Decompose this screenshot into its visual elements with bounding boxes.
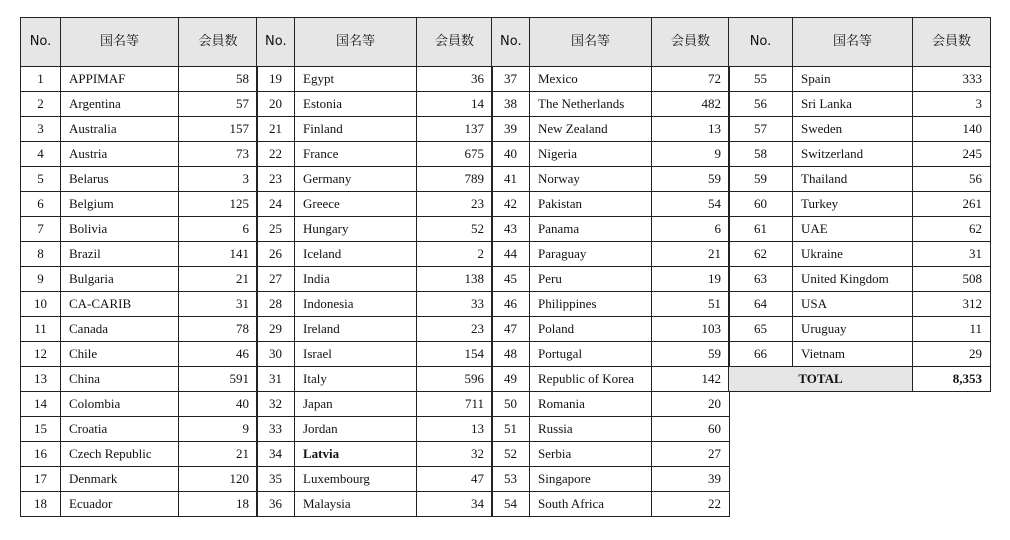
member-count: 31 bbox=[179, 292, 258, 317]
table-row bbox=[21, 367, 258, 392]
header-no: No. bbox=[257, 18, 295, 67]
member-count: 13 bbox=[417, 417, 493, 442]
row-number: 24 bbox=[257, 192, 295, 217]
member-count: 141 bbox=[179, 242, 258, 267]
table-row bbox=[729, 342, 991, 367]
country-name: Hungary bbox=[295, 217, 417, 242]
table-row bbox=[21, 217, 258, 242]
table-row bbox=[21, 117, 258, 142]
table-row bbox=[492, 92, 730, 117]
row-number: 58 bbox=[729, 142, 793, 167]
member-count: 6 bbox=[652, 217, 730, 242]
member-count: 52 bbox=[417, 217, 493, 242]
row-number: 60 bbox=[729, 192, 793, 217]
row-number: 52 bbox=[492, 442, 530, 467]
table-row bbox=[492, 467, 730, 492]
table-row bbox=[257, 442, 493, 467]
row-number: 65 bbox=[729, 317, 793, 342]
header-row bbox=[492, 18, 730, 67]
header-member-count: 会員数 bbox=[913, 18, 991, 67]
member-table-block-1 bbox=[20, 17, 258, 517]
member-count: 508 bbox=[913, 267, 991, 292]
member-count: 33 bbox=[417, 292, 493, 317]
row-number: 66 bbox=[729, 342, 793, 367]
member-count: 596 bbox=[417, 367, 493, 392]
country-name: Singapore bbox=[530, 467, 652, 492]
row-number: 47 bbox=[492, 317, 530, 342]
country-name: Austria bbox=[61, 142, 179, 167]
row-number: 57 bbox=[729, 117, 793, 142]
country-name: USA bbox=[793, 292, 913, 317]
table-row bbox=[257, 367, 493, 392]
country-name: APPIMAF bbox=[61, 67, 179, 92]
country-name: Russia bbox=[530, 417, 652, 442]
table-row bbox=[21, 292, 258, 317]
member-count: 154 bbox=[417, 342, 493, 367]
table-row bbox=[492, 142, 730, 167]
row-number: 48 bbox=[492, 342, 530, 367]
country-name: Spain bbox=[793, 67, 913, 92]
row-number: 19 bbox=[257, 67, 295, 92]
country-name: Chile bbox=[61, 342, 179, 367]
country-name: Malaysia bbox=[295, 492, 417, 517]
table-row bbox=[492, 67, 730, 92]
total-row bbox=[729, 367, 991, 392]
country-name: Colombia bbox=[61, 392, 179, 417]
member-count: 40 bbox=[179, 392, 258, 417]
member-count: 36 bbox=[417, 67, 493, 92]
country-name: Panama bbox=[530, 217, 652, 242]
row-number: 50 bbox=[492, 392, 530, 417]
country-name: China bbox=[61, 367, 179, 392]
header-no: No. bbox=[492, 18, 530, 67]
table-row bbox=[492, 292, 730, 317]
member-count: 51 bbox=[652, 292, 730, 317]
member-count: 140 bbox=[913, 117, 991, 142]
row-number: 34 bbox=[257, 442, 295, 467]
row-number: 33 bbox=[257, 417, 295, 442]
country-name: Romania bbox=[530, 392, 652, 417]
total-label: TOTAL bbox=[729, 367, 913, 392]
country-name: Thailand bbox=[793, 167, 913, 192]
table-row bbox=[257, 167, 493, 192]
table-row bbox=[257, 342, 493, 367]
member-count: 78 bbox=[179, 317, 258, 342]
member-count: 9 bbox=[179, 417, 258, 442]
country-name: Norway bbox=[530, 167, 652, 192]
header-country-name: 国名等 bbox=[530, 18, 652, 67]
member-count: 72 bbox=[652, 67, 730, 92]
country-name: Iceland bbox=[295, 242, 417, 267]
table-row bbox=[257, 492, 493, 517]
country-name: Germany bbox=[295, 167, 417, 192]
member-count: 11 bbox=[913, 317, 991, 342]
member-count: 103 bbox=[652, 317, 730, 342]
header-country-name: 国名等 bbox=[793, 18, 913, 67]
header-no: No. bbox=[21, 18, 61, 67]
member-count: 19 bbox=[652, 267, 730, 292]
table-row bbox=[21, 167, 258, 192]
row-number: 31 bbox=[257, 367, 295, 392]
country-name: Bulgaria bbox=[61, 267, 179, 292]
member-count: 333 bbox=[913, 67, 991, 92]
member-count: 3 bbox=[179, 167, 258, 192]
header-member-count: 会員数 bbox=[652, 18, 730, 67]
country-name: Estonia bbox=[295, 92, 417, 117]
member-count: 27 bbox=[652, 442, 730, 467]
table-row bbox=[492, 417, 730, 442]
member-count: 47 bbox=[417, 467, 493, 492]
header-row bbox=[257, 18, 493, 67]
row-number: 51 bbox=[492, 417, 530, 442]
country-name: Poland bbox=[530, 317, 652, 342]
country-name: Argentina bbox=[61, 92, 179, 117]
row-number: 2 bbox=[21, 92, 61, 117]
member-count: 14 bbox=[417, 92, 493, 117]
table-row bbox=[729, 117, 991, 142]
country-name: Egypt bbox=[295, 67, 417, 92]
country-name: Czech Republic bbox=[61, 442, 179, 467]
table-row bbox=[729, 267, 991, 292]
table-row bbox=[729, 217, 991, 242]
table-row bbox=[257, 392, 493, 417]
country-name: UAE bbox=[793, 217, 913, 242]
member-table-block-4 bbox=[728, 17, 991, 392]
row-number: 18 bbox=[21, 492, 61, 517]
country-name: Belarus bbox=[61, 167, 179, 192]
country-name: Belgium bbox=[61, 192, 179, 217]
member-count: 62 bbox=[913, 217, 991, 242]
member-count: 59 bbox=[652, 167, 730, 192]
table-row bbox=[21, 392, 258, 417]
row-number: 63 bbox=[729, 267, 793, 292]
member-count: 73 bbox=[179, 142, 258, 167]
country-name: Italy bbox=[295, 367, 417, 392]
table-row bbox=[729, 292, 991, 317]
country-name: Ireland bbox=[295, 317, 417, 342]
row-number: 13 bbox=[21, 367, 61, 392]
country-name: Greece bbox=[295, 192, 417, 217]
member-count: 591 bbox=[179, 367, 258, 392]
country-name: Philippines bbox=[530, 292, 652, 317]
member-count: 54 bbox=[652, 192, 730, 217]
table-row bbox=[257, 467, 493, 492]
member-count: 138 bbox=[417, 267, 493, 292]
row-number: 38 bbox=[492, 92, 530, 117]
table-row bbox=[257, 192, 493, 217]
country-name: Ecuador bbox=[61, 492, 179, 517]
country-name: South Africa bbox=[530, 492, 652, 517]
table-row bbox=[492, 492, 730, 517]
table-row bbox=[492, 342, 730, 367]
member-count: 711 bbox=[417, 392, 493, 417]
row-number: 17 bbox=[21, 467, 61, 492]
header-country-name: 国名等 bbox=[295, 18, 417, 67]
country-name: Latvia bbox=[295, 442, 417, 467]
country-name: Republic of Korea bbox=[530, 367, 652, 392]
country-name: Sweden bbox=[793, 117, 913, 142]
member-count: 20 bbox=[652, 392, 730, 417]
row-number: 32 bbox=[257, 392, 295, 417]
country-name: India bbox=[295, 267, 417, 292]
country-name: Peru bbox=[530, 267, 652, 292]
country-name: Finland bbox=[295, 117, 417, 142]
row-number: 42 bbox=[492, 192, 530, 217]
table-row bbox=[492, 317, 730, 342]
member-count: 142 bbox=[652, 367, 730, 392]
member-count: 789 bbox=[417, 167, 493, 192]
table-row bbox=[729, 67, 991, 92]
header-no: No. bbox=[729, 18, 793, 67]
row-number: 5 bbox=[21, 167, 61, 192]
table-row bbox=[729, 92, 991, 117]
row-number: 9 bbox=[21, 267, 61, 292]
country-name: Mexico bbox=[530, 67, 652, 92]
row-number: 35 bbox=[257, 467, 295, 492]
member-count: 21 bbox=[179, 442, 258, 467]
country-name: Japan bbox=[295, 392, 417, 417]
country-name: Portugal bbox=[530, 342, 652, 367]
header-member-count: 会員数 bbox=[179, 18, 258, 67]
row-number: 16 bbox=[21, 442, 61, 467]
country-name: Indonesia bbox=[295, 292, 417, 317]
member-count: 6 bbox=[179, 217, 258, 242]
row-number: 3 bbox=[21, 117, 61, 142]
table-row bbox=[257, 92, 493, 117]
member-count: 56 bbox=[913, 167, 991, 192]
member-count: 157 bbox=[179, 117, 258, 142]
table-row bbox=[257, 317, 493, 342]
member-count: 32 bbox=[417, 442, 493, 467]
country-name: Brazil bbox=[61, 242, 179, 267]
row-number: 45 bbox=[492, 267, 530, 292]
member-count: 46 bbox=[179, 342, 258, 367]
row-number: 27 bbox=[257, 267, 295, 292]
table-row bbox=[21, 267, 258, 292]
header-member-count: 会員数 bbox=[417, 18, 493, 67]
country-name: Switzerland bbox=[793, 142, 913, 167]
table-row bbox=[257, 142, 493, 167]
member-count: 9 bbox=[652, 142, 730, 167]
country-name: Paraguay bbox=[530, 242, 652, 267]
table-row bbox=[21, 67, 258, 92]
country-name: Pakistan bbox=[530, 192, 652, 217]
table-row bbox=[257, 242, 493, 267]
country-name: The Netherlands bbox=[530, 92, 652, 117]
table-row bbox=[21, 442, 258, 467]
member-count: 125 bbox=[179, 192, 258, 217]
row-number: 44 bbox=[492, 242, 530, 267]
table-row bbox=[21, 467, 258, 492]
table-row bbox=[729, 167, 991, 192]
member-count: 29 bbox=[913, 342, 991, 367]
country-name: France bbox=[295, 142, 417, 167]
row-number: 54 bbox=[492, 492, 530, 517]
header-row bbox=[729, 18, 991, 67]
country-name: Israel bbox=[295, 342, 417, 367]
row-number: 64 bbox=[729, 292, 793, 317]
row-number: 55 bbox=[729, 67, 793, 92]
country-name: Uruguay bbox=[793, 317, 913, 342]
table-row bbox=[492, 192, 730, 217]
row-number: 23 bbox=[257, 167, 295, 192]
row-number: 22 bbox=[257, 142, 295, 167]
row-number: 11 bbox=[21, 317, 61, 342]
row-number: 7 bbox=[21, 217, 61, 242]
member-count: 261 bbox=[913, 192, 991, 217]
country-name: Turkey bbox=[793, 192, 913, 217]
row-number: 40 bbox=[492, 142, 530, 167]
country-name: Ukraine bbox=[793, 242, 913, 267]
country-name: Australia bbox=[61, 117, 179, 142]
row-number: 6 bbox=[21, 192, 61, 217]
table-row bbox=[729, 317, 991, 342]
row-number: 49 bbox=[492, 367, 530, 392]
row-number: 4 bbox=[21, 142, 61, 167]
header-country-name: 国名等 bbox=[61, 18, 179, 67]
member-count: 482 bbox=[652, 92, 730, 117]
row-number: 10 bbox=[21, 292, 61, 317]
member-count: 312 bbox=[913, 292, 991, 317]
member-count: 675 bbox=[417, 142, 493, 167]
row-number: 37 bbox=[492, 67, 530, 92]
member-count: 120 bbox=[179, 467, 258, 492]
table-row bbox=[257, 217, 493, 242]
member-count: 2 bbox=[417, 242, 493, 267]
row-number: 1 bbox=[21, 67, 61, 92]
row-number: 43 bbox=[492, 217, 530, 242]
member-count: 23 bbox=[417, 192, 493, 217]
country-name: Nigeria bbox=[530, 142, 652, 167]
row-number: 28 bbox=[257, 292, 295, 317]
country-name: Sri Lanka bbox=[793, 92, 913, 117]
row-number: 61 bbox=[729, 217, 793, 242]
row-number: 53 bbox=[492, 467, 530, 492]
country-name: Jordan bbox=[295, 417, 417, 442]
member-count: 59 bbox=[652, 342, 730, 367]
member-count: 34 bbox=[417, 492, 493, 517]
table-row bbox=[492, 117, 730, 142]
member-count: 137 bbox=[417, 117, 493, 142]
row-number: 21 bbox=[257, 117, 295, 142]
table-row bbox=[492, 367, 730, 392]
country-name: Canada bbox=[61, 317, 179, 342]
row-number: 26 bbox=[257, 242, 295, 267]
member-count: 21 bbox=[179, 267, 258, 292]
table-row bbox=[492, 392, 730, 417]
table-row bbox=[729, 242, 991, 267]
table-row bbox=[257, 267, 493, 292]
row-number: 14 bbox=[21, 392, 61, 417]
row-number: 25 bbox=[257, 217, 295, 242]
country-name: Vietnam bbox=[793, 342, 913, 367]
member-count: 18 bbox=[179, 492, 258, 517]
row-number: 29 bbox=[257, 317, 295, 342]
member-count: 23 bbox=[417, 317, 493, 342]
row-number: 12 bbox=[21, 342, 61, 367]
table-row bbox=[492, 267, 730, 292]
table-row bbox=[21, 92, 258, 117]
country-name: New Zealand bbox=[530, 117, 652, 142]
country-name: Serbia bbox=[530, 442, 652, 467]
member-table-block-3 bbox=[491, 17, 730, 517]
row-number: 15 bbox=[21, 417, 61, 442]
table-row bbox=[492, 442, 730, 467]
table-row bbox=[21, 242, 258, 267]
row-number: 8 bbox=[21, 242, 61, 267]
country-name: Luxembourg bbox=[295, 467, 417, 492]
row-number: 56 bbox=[729, 92, 793, 117]
table-row bbox=[257, 292, 493, 317]
row-number: 39 bbox=[492, 117, 530, 142]
member-count: 21 bbox=[652, 242, 730, 267]
table-row bbox=[21, 317, 258, 342]
country-name: CA-CARIB bbox=[61, 292, 179, 317]
total-value: 8,353 bbox=[913, 367, 991, 392]
member-count: 60 bbox=[652, 417, 730, 442]
row-number: 20 bbox=[257, 92, 295, 117]
country-name: United Kingdom bbox=[793, 267, 913, 292]
table-row bbox=[21, 342, 258, 367]
country-name: Croatia bbox=[61, 417, 179, 442]
member-count: 39 bbox=[652, 467, 730, 492]
row-number: 62 bbox=[729, 242, 793, 267]
member-count: 57 bbox=[179, 92, 258, 117]
member-count: 22 bbox=[652, 492, 730, 517]
country-name: Bolivia bbox=[61, 217, 179, 242]
table-row bbox=[21, 142, 258, 167]
table-row bbox=[729, 142, 991, 167]
member-table-block-2 bbox=[256, 17, 493, 517]
table-row bbox=[729, 192, 991, 217]
country-name: Denmark bbox=[61, 467, 179, 492]
row-number: 46 bbox=[492, 292, 530, 317]
table-row bbox=[257, 417, 493, 442]
member-count: 13 bbox=[652, 117, 730, 142]
table-row bbox=[492, 217, 730, 242]
table-row bbox=[21, 492, 258, 517]
row-number: 59 bbox=[729, 167, 793, 192]
member-count: 31 bbox=[913, 242, 991, 267]
member-count: 58 bbox=[179, 67, 258, 92]
row-number: 30 bbox=[257, 342, 295, 367]
member-count: 3 bbox=[913, 92, 991, 117]
row-number: 41 bbox=[492, 167, 530, 192]
member-count: 245 bbox=[913, 142, 991, 167]
table-row bbox=[21, 417, 258, 442]
table-row bbox=[21, 192, 258, 217]
table-row bbox=[257, 67, 493, 92]
table-row bbox=[257, 117, 493, 142]
row-number: 36 bbox=[257, 492, 295, 517]
table-row bbox=[492, 167, 730, 192]
table-row bbox=[492, 242, 730, 267]
header-row bbox=[21, 18, 258, 67]
